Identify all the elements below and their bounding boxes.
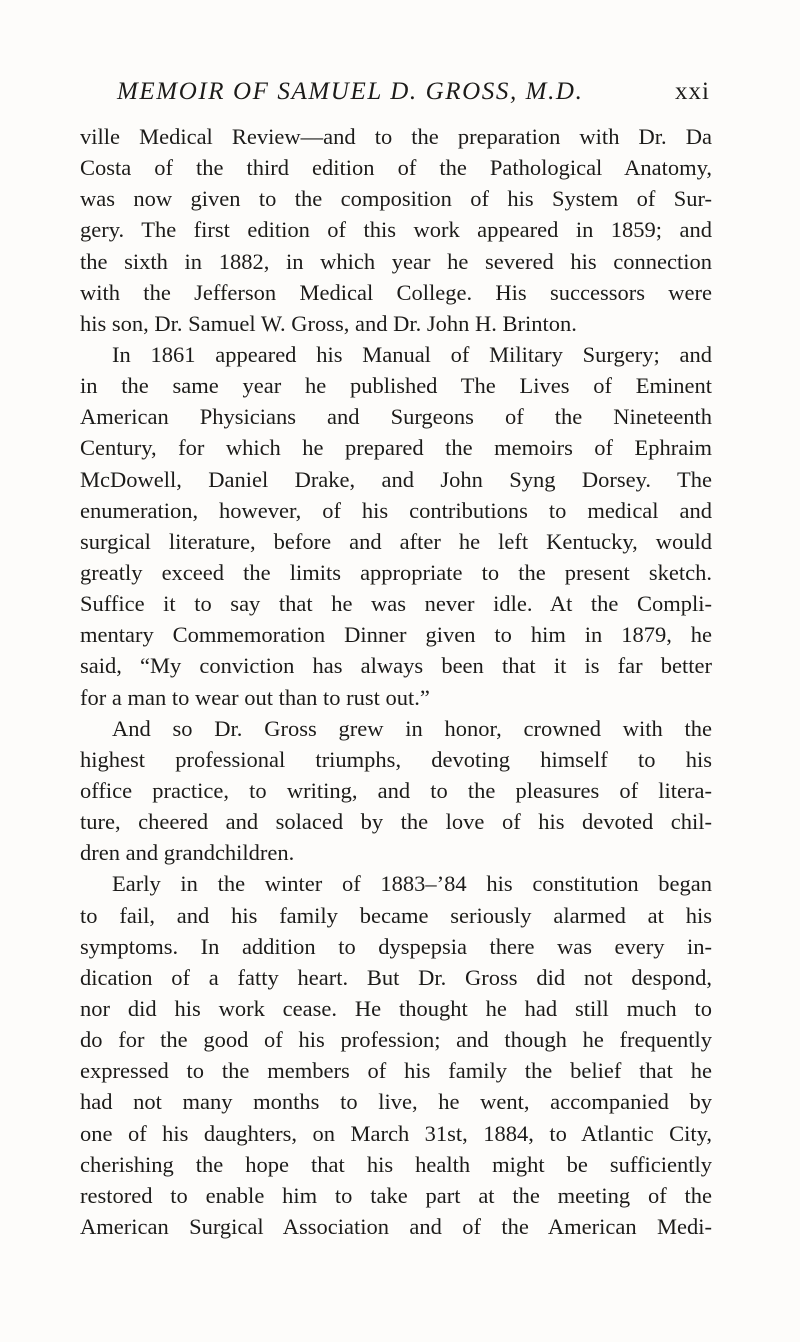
text-line: restored to enable him to take part at the meeting of the — [80, 1182, 712, 1208]
text-line: gery. The first edition of this work appeared in 1859; and — [80, 217, 712, 243]
text-line: Century, for which he prepared the memoirs of Ephraim — [80, 435, 712, 461]
text-line: cherishing the hope that his health might be sufficiently — [80, 1151, 712, 1177]
text-line: to fail, and his family became seriously alarmed at his — [80, 902, 712, 928]
text-line: for a man to wear out than to rust out.” — [80, 684, 430, 710]
paragraph — [80, 339, 712, 713]
text-line: expressed to the members of his family the belief that he — [80, 1058, 712, 1084]
running-head — [117, 78, 710, 118]
text-line: in the same year he published The Lives of Eminent — [80, 373, 712, 399]
text-line: surgical literature, before and after he left Kentucky, would — [80, 528, 712, 554]
text-line: was now given to the composition of his System of Sur- — [80, 186, 712, 212]
text-line: Suffice it to say that he was never idle. At the Compli- — [80, 591, 712, 617]
text-line: symptoms. In addition to dyspepsia there was every in- — [80, 933, 712, 959]
text-line: nor did his work cease. He thought he had still much to — [80, 995, 712, 1021]
text-line: McDowell, Daniel Drake, and John Syng Dorsey. The — [80, 466, 712, 492]
text-line: American Physicians and Surgeons of the Nineteenth — [80, 404, 712, 430]
text-line: had not many months to live, he went, accompanied by — [80, 1089, 712, 1115]
text-line: highest professional triumphs, devoting himself to his — [80, 746, 712, 772]
text-line: the sixth in 1882, in which year he severed his connection — [80, 248, 712, 274]
text-line: Costa of the third edition of the Pathological Anatomy, — [80, 155, 712, 181]
text-line: Early in the winter of 1883–’84 his constitution began — [112, 871, 712, 897]
paragraph — [80, 868, 712, 1242]
text-line: greatly exceed the limits appropriate to the present sketch. — [80, 559, 712, 585]
text-line: And so Dr. Gross grew in honor, crowned with the — [112, 715, 712, 741]
text-line: mentary Commemoration Dinner given to him in 1879, he — [80, 622, 712, 648]
page-number: xxi — [675, 78, 710, 105]
text-line: dren and grandchildren. — [80, 840, 295, 866]
text-line: ville Medical Review—and to the preparation with Dr. Da — [80, 124, 712, 149]
text-line: his son, Dr. Samuel W. Gross, and Dr. John H. Brinton. — [80, 310, 577, 336]
text-line: dication of a fatty heart. But Dr. Gross did not despond, — [80, 964, 712, 990]
text-line: In 1861 appeared his Manual of Military Surgery; and — [112, 341, 712, 367]
text-line: one of his daughters, on March 31st, 1884, to Atlantic City, — [80, 1120, 712, 1146]
text-line: enumeration, however, of his contributions to medical and — [80, 497, 712, 523]
text-line: do for the good of his profession; and though he frequently — [80, 1027, 712, 1053]
text-line: office practice, to writing, and to the pleasures of litera- — [80, 777, 712, 803]
text-line: with the Jefferson Medical College. His successors were — [80, 279, 712, 305]
paragraph — [80, 121, 712, 339]
text-line: ture, cheered and solaced by the love of his devoted chil- — [80, 809, 712, 835]
paragraph — [80, 713, 712, 869]
running-title: MEMOIR OF SAMUEL D. GROSS, M.D. — [117, 78, 584, 105]
text-line: said, “My conviction has always been that it is far better — [80, 653, 712, 679]
text-line: American Surgical Association and of the American Medi- — [80, 1213, 712, 1239]
body-text — [80, 121, 712, 1242]
